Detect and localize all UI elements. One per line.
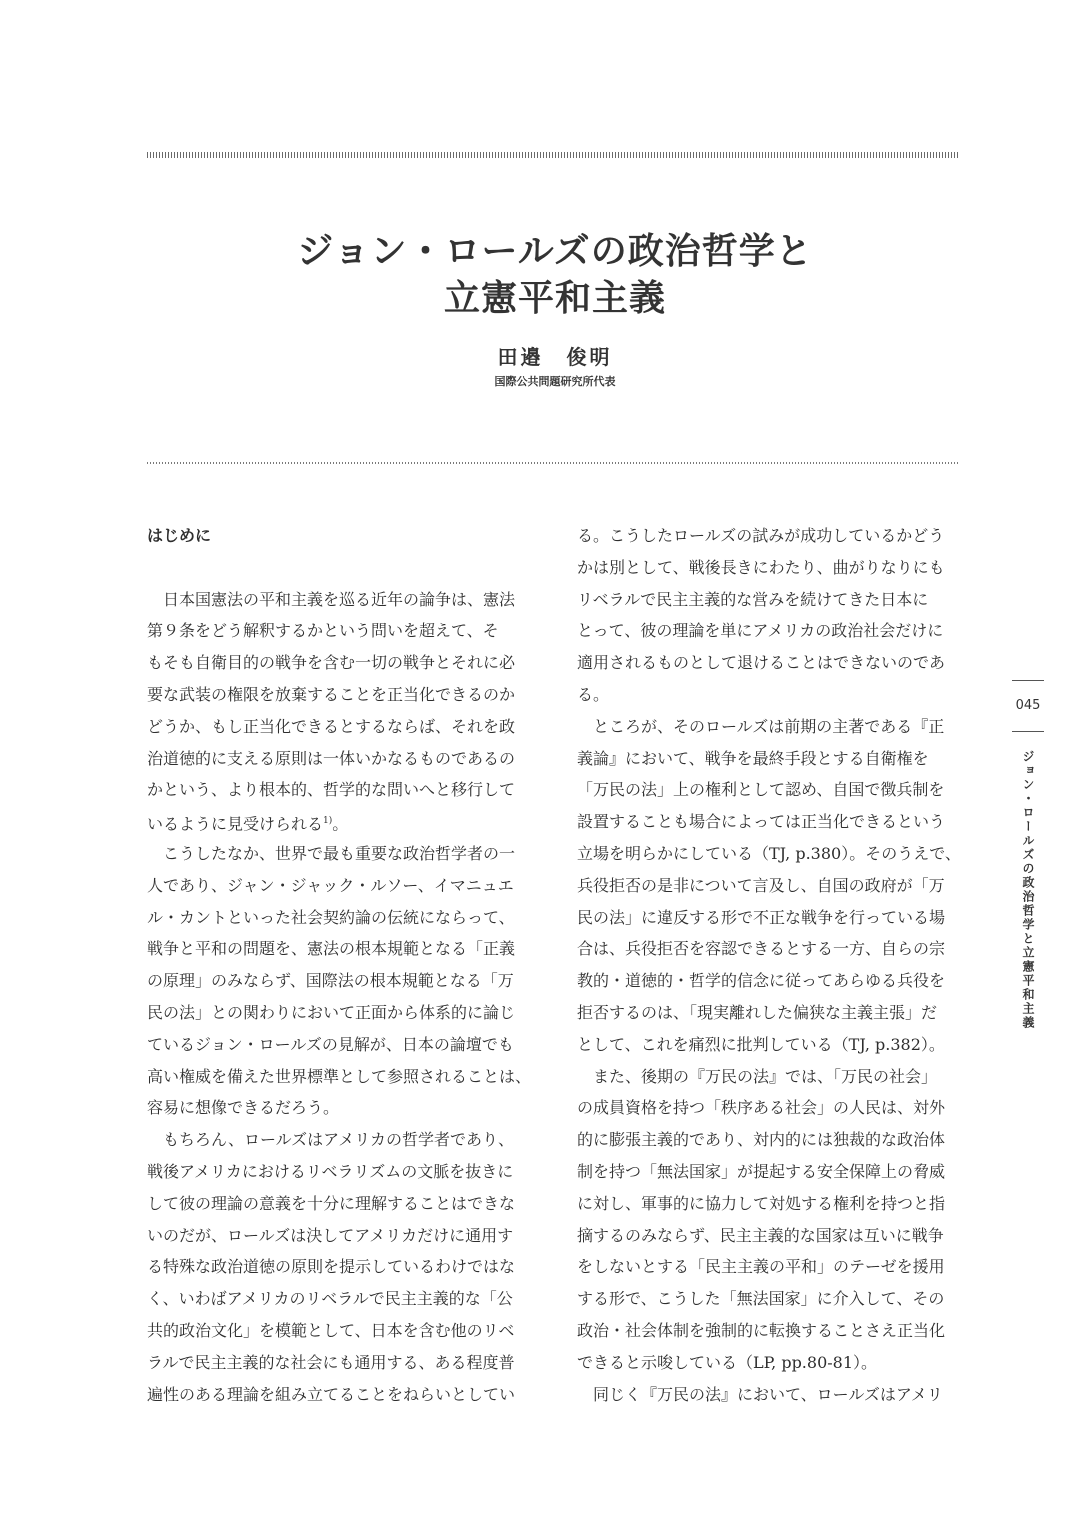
body-text-line — [577, 997, 967, 1029]
body-text-line — [147, 743, 537, 775]
body-text-line — [147, 615, 537, 647]
section-divider-rule — [147, 462, 960, 464]
body-text: また、後期の『万民の法』では、「万民の社会」 — [577, 1066, 938, 1086]
body-text-line — [577, 711, 967, 743]
body-text: ところが、そのロールズは前期の主著である『正 — [577, 716, 945, 736]
body-text: る特殊な政治道徳の原則を提示しているわけではな — [147, 1257, 516, 1277]
top-decorative-rule — [147, 152, 960, 158]
body-text: 立場を明らかにしている（TJ, p.380）。そのうえで、 — [577, 843, 961, 863]
section-heading: はじめに — [147, 526, 212, 545]
author-affiliation: 国際公共問題研究所代表 — [494, 375, 616, 388]
body-text-line — [577, 806, 967, 838]
article-title — [150, 228, 960, 322]
body-text-line — [577, 679, 967, 711]
body-text: として、これを痛烈に批判している（TJ, p.382）。 — [577, 1034, 945, 1054]
body-text: をしないとする「民主主義の平和」のテーゼを援用 — [577, 1257, 945, 1277]
body-text-line — [577, 1092, 967, 1124]
article-title-line-2: 立憲平和主義 — [443, 278, 666, 319]
body-text: して彼の理論の意義を十分に理解することはできな — [147, 1193, 516, 1213]
body-text-line — [147, 584, 537, 616]
body-text: する形で、こうした「無法国家」に介入して、その — [577, 1289, 945, 1309]
article-title-line-1: ジョン・ロールズの政治哲学と — [297, 231, 813, 272]
body-text-line — [577, 1124, 967, 1156]
body-column-right — [577, 520, 967, 1410]
body-text: る。こうしたロールズの試みが成功しているかどう — [577, 526, 945, 545]
body-text: 教的・道徳的・哲学的信念に従ってあらゆる兵役を — [577, 971, 946, 991]
body-text: ラルで民主主義的な社会にも通用する、ある程度普 — [147, 1352, 515, 1372]
body-text-line — [577, 1283, 967, 1315]
body-text-line — [147, 997, 537, 1029]
body-text-line — [147, 1124, 537, 1156]
body-text-line — [577, 1029, 967, 1061]
body-text: 義論』において、戦争を最終手段とする自衛権を — [577, 748, 929, 768]
body-text: 適用されるものとして退けることはできないのであ — [577, 653, 946, 673]
body-text: もちろん、ロールズはアメリカの哲学者であり、 — [147, 1130, 515, 1150]
body-text-line — [147, 679, 537, 711]
body-text: に対し、軍事的に協力して対処する権利を持つと指 — [577, 1193, 946, 1213]
body-text: 民の法」に違反する形で不正な戦争を行っている場 — [577, 907, 946, 927]
body-text: 戦争と平和の問題を、憲法の根本規範となる「正義 — [147, 939, 516, 959]
body-text: かという、より根本的、哲学的な問いへと移行して — [147, 780, 516, 800]
body-text-line — [147, 1156, 537, 1188]
body-text-line — [577, 584, 967, 616]
body-text-line — [147, 870, 537, 902]
body-text: ているジョン・ロールズの見解が、日本の論壇でも — [147, 1034, 514, 1054]
body-text-line — [577, 1188, 967, 1220]
body-text: かは別として、戦後長きにわたり、曲がりなりにも — [577, 557, 945, 577]
body-text-line — [147, 1379, 537, 1411]
body-text-line — [147, 1220, 537, 1252]
page-number-rule-bottom — [1012, 731, 1044, 732]
body-text-line — [147, 902, 537, 934]
body-text-line — [577, 615, 967, 647]
body-text: どうか、もし正当化できるとするならば、それを政 — [147, 716, 516, 736]
body-text-line — [577, 552, 967, 584]
body-text: く、いわばアメリカのリベラルで民主主義的な「公 — [147, 1289, 513, 1309]
body-text: 民の法」との関わりにおいて正面から体系的に論じ — [147, 1002, 516, 1022]
body-text-line — [147, 965, 537, 997]
body-text: 遍性のある理論を組み立てることをねらいとしてい — [147, 1384, 516, 1404]
body-text-line — [147, 1315, 537, 1347]
body-text-line — [147, 647, 537, 679]
body-text: 治道徳的に支える原則は一体いかなるものであるの — [147, 748, 516, 768]
body-text: ル・カントといった社会契約論の伝統にならって、 — [147, 907, 515, 927]
body-text-line — [147, 1029, 537, 1061]
body-text-line — [147, 1283, 537, 1315]
body-text-line — [577, 743, 967, 775]
body-text-line — [577, 647, 967, 679]
body-text: いのだが、ロールズは決してアメリカだけに通用す — [147, 1225, 514, 1245]
body-text: 設置することも場合によっては正当化できるという — [577, 812, 946, 832]
body-text: 制を持つ「無法国家」が提起する安全保障上の脅威 — [577, 1161, 946, 1181]
body-text-line — [147, 1092, 537, 1124]
page-sidebar — [1008, 680, 1048, 1030]
body-text-line — [577, 1379, 967, 1411]
body-text: できると示唆している（LP, pp.80-81）。 — [577, 1352, 878, 1372]
body-text-line — [147, 1347, 537, 1379]
body-text-line — [577, 1220, 967, 1252]
body-text-line — [147, 806, 537, 838]
body-text: いるように見受けられる — [147, 814, 324, 834]
body-text: 政治・社会体制を強制的に転換することさえ正当化 — [577, 1320, 946, 1340]
body-text-line — [577, 870, 967, 902]
body-text-line — [577, 774, 967, 806]
author-name: 田邉 俊明 — [497, 345, 613, 369]
body-text-line — [147, 1251, 537, 1283]
body-text-line — [147, 933, 537, 965]
body-text: 摘するのみならず、民主主義的な国家は互いに戦争 — [577, 1225, 944, 1245]
body-text: の成員資格を持つ「秩序ある社会」の人民は、対外 — [577, 1098, 946, 1118]
body-text-line — [577, 902, 967, 934]
body-text: 日本国憲法の平和主義を巡る近年の論争は、憲法 — [147, 589, 516, 609]
body-text-line — [577, 1347, 967, 1379]
body-text: とって、彼の理論を単にアメリカの政治社会だけに — [577, 621, 944, 641]
body-text: 戦後アメリカにおけるリベラリズムの文脈を抜きに — [147, 1161, 514, 1181]
body-text: 合は、兵役拒否を容認できるとする一方、自らの宗 — [577, 939, 946, 959]
body-text: 人であり、ジャン・ジャック・ルソー、イマニュエ — [147, 875, 514, 895]
footnote-marker[interactable]: 1) — [323, 816, 333, 827]
footnote-trailing-punctuation: 。 — [332, 814, 349, 834]
body-text-line — [577, 838, 967, 870]
body-text: リベラルで民主主義的な営みを続けてきた日本に — [577, 589, 929, 609]
body-text: 要な武装の権限を放棄することを正当化できるのか — [147, 684, 516, 704]
body-text-line — [577, 1315, 967, 1347]
running-title: ジョン・ロールズの政治哲学と立憲平和主義 — [1021, 750, 1035, 1030]
body-text: 容易に想像できるだろう。 — [147, 1098, 340, 1118]
body-text-line — [147, 1188, 537, 1220]
body-text: る。 — [577, 684, 610, 704]
body-text-line — [147, 1061, 537, 1093]
body-text-line — [577, 933, 967, 965]
body-text: の原理」のみならず、国際法の根本規範となる「万 — [147, 971, 514, 991]
body-text-line — [147, 711, 537, 743]
body-text: 共的政治文化」を模範として、日本を含む他のリベ — [147, 1320, 515, 1340]
body-text: 高い権威を備えた世界標準として参照されることは、 — [147, 1066, 532, 1086]
body-text-line — [147, 774, 537, 806]
body-column-left — [147, 520, 537, 1410]
body-text: 兵役拒否の是非について言及し、自国の政府が「万 — [577, 875, 945, 895]
body-text: 第９条をどう解釈するかという問いを超えて、そ — [147, 621, 499, 641]
body-text-line — [147, 838, 537, 870]
body-text: 拒否するのは、「現実離れした偏狭な主義主張」だ — [577, 1002, 938, 1022]
body-text-line — [577, 1251, 967, 1283]
body-text-line — [577, 965, 967, 997]
body-text: 同じく『万民の法』において、ロールズはアメリ — [577, 1384, 943, 1404]
body-text: 的に膨張主義的であり、対内的には独裁的な政治体 — [577, 1130, 946, 1150]
page-number: 045 — [1015, 698, 1041, 713]
body-text: もそも自衛目的の戦争を含む一切の戦争とそれに必 — [147, 653, 516, 673]
body-text: 「万民の法」上の権利として認め、自国で徴兵制を — [577, 780, 945, 800]
body-text: こうしたなか、世界で最も重要な政治哲学者の一 — [147, 843, 516, 863]
body-text-line — [577, 520, 967, 552]
body-text-line — [577, 1156, 967, 1188]
body-text-line — [577, 1061, 967, 1093]
